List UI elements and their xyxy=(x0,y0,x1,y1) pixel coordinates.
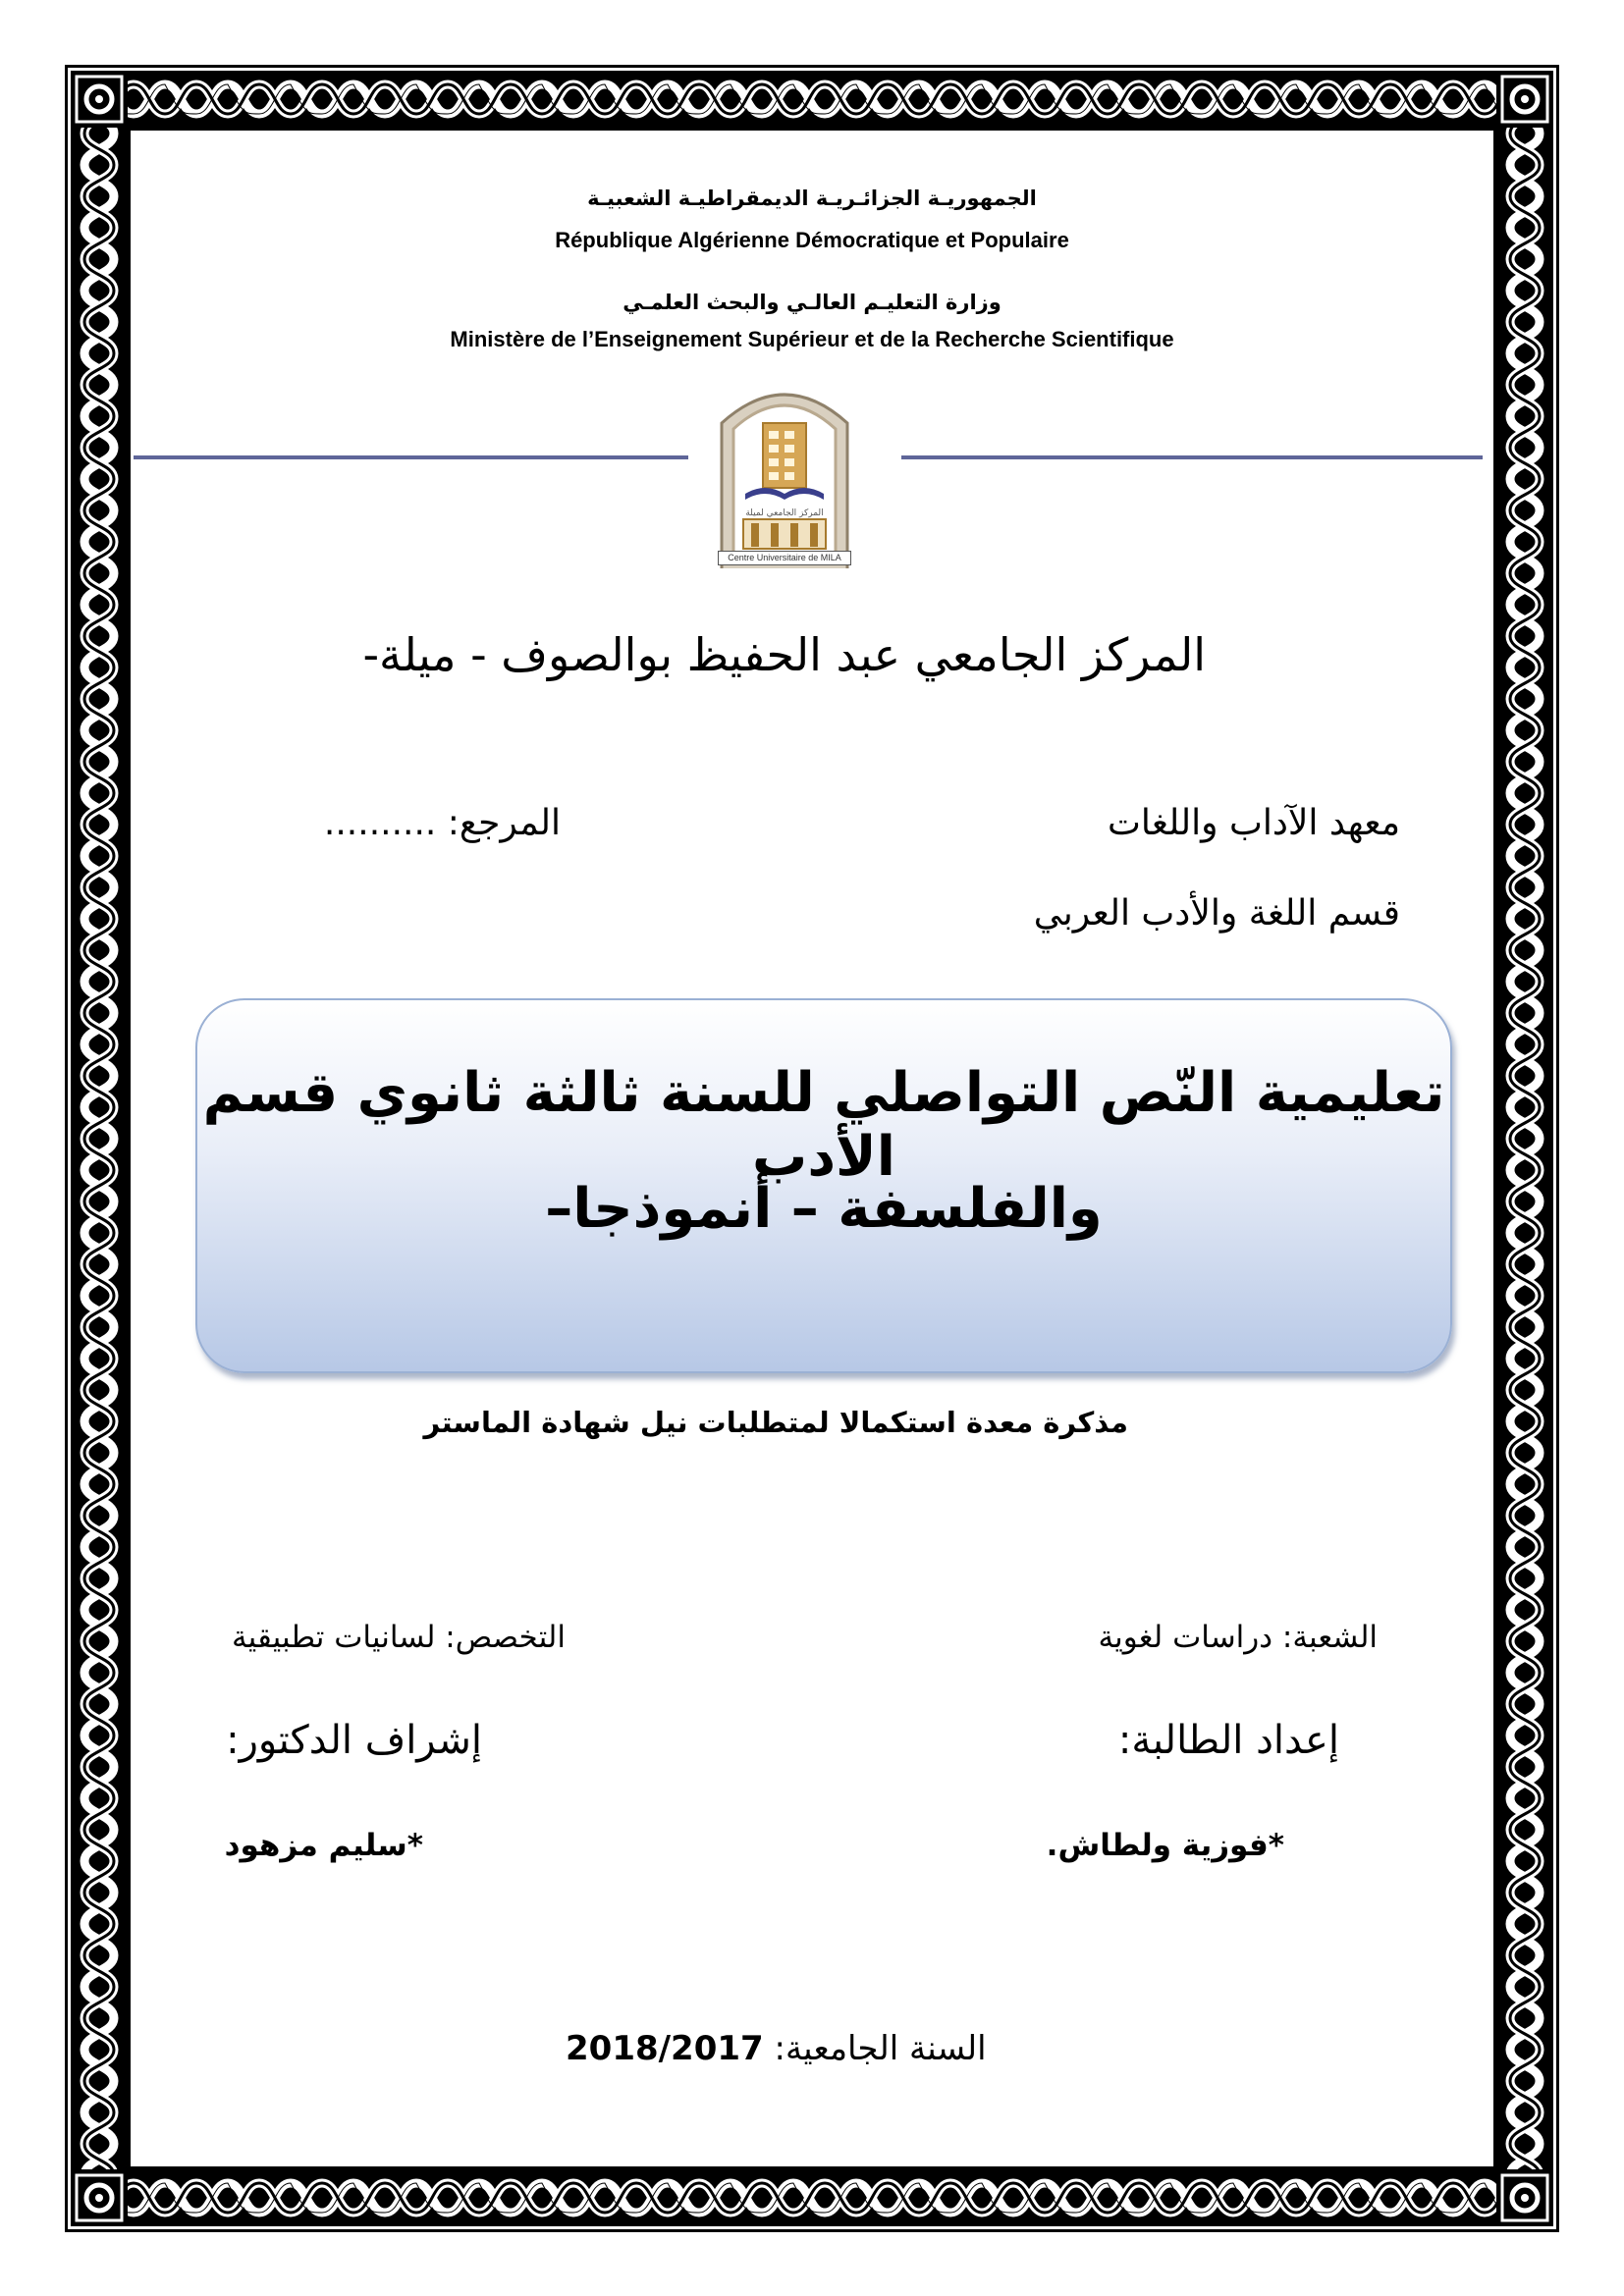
logo-caption: Centre Universitaire de MILA xyxy=(718,551,851,565)
ministry-french: Ministère de l’Enseignement Supérieur et de la Recherche Scientifique xyxy=(450,327,1174,351)
thesis-title-box xyxy=(195,998,1452,1373)
academic-year-label: السنة الجامعية: xyxy=(774,2029,987,2068)
institute-name: معهد الآداب واللغات xyxy=(1108,803,1400,843)
header-rule-left xyxy=(134,455,688,459)
header-rule-right xyxy=(901,455,1483,459)
republic-french: République Algérienne Démocratique et Populaire xyxy=(555,228,1069,252)
track-field: الشعبة: دراسات لغوية xyxy=(1098,1620,1378,1655)
department-name: قسم اللغة والأدب العربي xyxy=(1033,893,1400,934)
thesis-title-line-2: والفلسفة – أنموذجا– xyxy=(545,1177,1103,1241)
student-name: *فوزية ولطاش. xyxy=(1046,1828,1284,1863)
reference-field: المرجع: .......... xyxy=(323,803,561,843)
republic-arabic: الجمهوريـة الجزائـريـة الديمقراطيـة الشعبيـة xyxy=(587,187,1037,210)
prepared-by-label: إعداد الطالبة: xyxy=(1117,1718,1339,1763)
thesis-subtitle: مذكرة معدة استكمالا لمتطلبات نيل شهادة الماستر xyxy=(423,1406,1128,1439)
thesis-title-line-1: تعليمية النّص التواصلي للسنة ثالثة ثانوي قسم الأدب xyxy=(202,1061,1445,1189)
supervisor-label: إشراف الدكتور: xyxy=(226,1718,482,1763)
svg-text:المركز الجامعي لميلة: المركز الجامعي لميلة xyxy=(745,508,824,518)
academic-year-value: 2018/2017 xyxy=(566,2029,764,2068)
supervisor-name: *سليم مزهود xyxy=(224,1828,423,1863)
academic-year xyxy=(566,2029,987,2068)
university-logo xyxy=(716,376,853,568)
university-name: المركز الجامعي عبد الحفيظ بوالصوف - ميلة- xyxy=(362,628,1206,681)
ministry-arabic: وزارة التعليـم العالـي والبحث العلمـي xyxy=(623,291,1001,314)
specialty-field: التخصص: لسانيات تطبيقية xyxy=(231,1620,566,1655)
